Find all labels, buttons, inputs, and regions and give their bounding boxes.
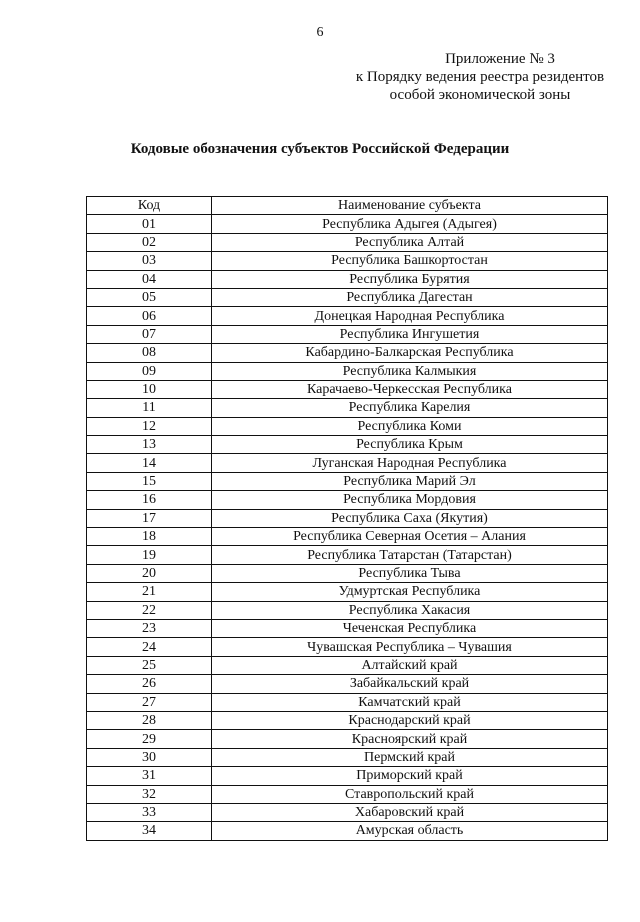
- subject-code-cell: 12: [87, 417, 212, 435]
- subject-code-cell: 34: [87, 822, 212, 840]
- table-row: [87, 491, 608, 509]
- subject-name-cell: Республика Ингушетия: [212, 325, 608, 343]
- subject-name-cell: Приморский край: [212, 767, 608, 785]
- subject-code-cell: 32: [87, 785, 212, 803]
- subject-name-cell: Чувашская Республика – Чувашия: [212, 638, 608, 656]
- subject-code-cell: 20: [87, 564, 212, 582]
- subject-code-cell: 17: [87, 509, 212, 527]
- appendix-line-1: Приложение № 3: [445, 51, 555, 67]
- subject-name-cell: Пермский край: [212, 748, 608, 766]
- column-header-name: Наименование субъекта: [212, 197, 608, 215]
- table-row: [87, 601, 608, 619]
- page-number: 6: [316, 25, 324, 40]
- table-row: [87, 656, 608, 674]
- subject-code-cell: 07: [87, 325, 212, 343]
- table-row: [87, 528, 608, 546]
- subject-name-cell: Красноярский край: [212, 730, 608, 748]
- table-row: [87, 399, 608, 417]
- appendix-header: [330, 50, 630, 104]
- subject-code-cell: 10: [87, 380, 212, 398]
- table-row: [87, 619, 608, 637]
- subject-name-cell: Республика Крым: [212, 436, 608, 454]
- subject-code-cell: 04: [87, 270, 212, 288]
- table-row: [87, 325, 608, 343]
- table-row: [87, 344, 608, 362]
- appendix-line-3: особой экономической зоны: [389, 87, 571, 103]
- subject-name-cell: Забайкальский край: [212, 675, 608, 693]
- subject-code-cell: 03: [87, 252, 212, 270]
- subject-code-cell: 23: [87, 619, 212, 637]
- subject-code-cell: 06: [87, 307, 212, 325]
- subject-codes-table: [86, 196, 608, 841]
- subject-code-cell: 27: [87, 693, 212, 711]
- table-row: [87, 454, 608, 472]
- table-row: [87, 822, 608, 840]
- subject-code-cell: 22: [87, 601, 212, 619]
- subject-code-cell: 29: [87, 730, 212, 748]
- subject-name-cell: Донецкая Народная Республика: [212, 307, 608, 325]
- subject-name-cell: Республика Марий Эл: [212, 472, 608, 490]
- table-body: [87, 215, 608, 840]
- table-row: [87, 380, 608, 398]
- subject-name-cell: Чеченская Республика: [212, 619, 608, 637]
- table-row: [87, 252, 608, 270]
- subject-code-cell: 08: [87, 344, 212, 362]
- subject-name-cell: Ставропольский край: [212, 785, 608, 803]
- subject-name-cell: Республика Калмыкия: [212, 362, 608, 380]
- column-header-code: Код: [87, 197, 212, 215]
- table-row: [87, 583, 608, 601]
- subject-code-cell: 21: [87, 583, 212, 601]
- subject-name-cell: Кабардино-Балкарская Республика: [212, 344, 608, 362]
- subject-code-cell: 15: [87, 472, 212, 490]
- table-row: [87, 233, 608, 251]
- subject-code-cell: 01: [87, 215, 212, 233]
- subject-code-cell: 09: [87, 362, 212, 380]
- subject-name-cell: Камчатский край: [212, 693, 608, 711]
- subject-code-cell: 14: [87, 454, 212, 472]
- table-row: [87, 307, 608, 325]
- subject-code-cell: 24: [87, 638, 212, 656]
- subject-code-cell: 31: [87, 767, 212, 785]
- subject-name-cell: Амурская область: [212, 822, 608, 840]
- table-row: [87, 270, 608, 288]
- subject-name-cell: Алтайский край: [212, 656, 608, 674]
- subject-code-cell: 25: [87, 656, 212, 674]
- table-row: [87, 748, 608, 766]
- subject-name-cell: Республика Дагестан: [212, 288, 608, 306]
- table-row: [87, 767, 608, 785]
- table-row: [87, 730, 608, 748]
- table-row: [87, 215, 608, 233]
- table-row: [87, 417, 608, 435]
- table-row: [87, 362, 608, 380]
- subject-code-cell: 33: [87, 803, 212, 821]
- subject-code-cell: 19: [87, 546, 212, 564]
- subject-name-cell: Карачаево-Черкесская Республика: [212, 380, 608, 398]
- subject-code-cell: 28: [87, 711, 212, 729]
- subject-name-cell: Республика Алтай: [212, 233, 608, 251]
- subject-name-cell: Республика Карелия: [212, 399, 608, 417]
- subject-name-cell: Луганская Народная Республика: [212, 454, 608, 472]
- subject-code-cell: 02: [87, 233, 212, 251]
- document-title: Кодовые обозначения субъектов Российской Федерации: [130, 141, 510, 157]
- subject-name-cell: Удмуртская Республика: [212, 583, 608, 601]
- table-row: [87, 472, 608, 490]
- subject-name-cell: Республика Мордовия: [212, 491, 608, 509]
- subject-name-cell: Республика Северная Осетия – Алания: [212, 528, 608, 546]
- subject-name-cell: Республика Татарстан (Татарстан): [212, 546, 608, 564]
- subject-name-cell: Республика Тыва: [212, 564, 608, 582]
- subject-code-cell: 16: [87, 491, 212, 509]
- table-header-row: [87, 197, 608, 215]
- subject-code-cell: 05: [87, 288, 212, 306]
- appendix-line-2: к Порядку ведения реестра резидентов: [355, 69, 605, 85]
- table-row: [87, 711, 608, 729]
- subject-name-cell: Краснодарский край: [212, 711, 608, 729]
- table-row: [87, 564, 608, 582]
- subject-name-cell: Республика Коми: [212, 417, 608, 435]
- subject-code-cell: 13: [87, 436, 212, 454]
- subject-code-cell: 26: [87, 675, 212, 693]
- table-row: [87, 785, 608, 803]
- table-row: [87, 803, 608, 821]
- subject-name-cell: Республика Бурятия: [212, 270, 608, 288]
- table-row: [87, 509, 608, 527]
- table-row: [87, 675, 608, 693]
- subject-name-cell: Республика Башкортостан: [212, 252, 608, 270]
- subject-name-cell: Республика Саха (Якутия): [212, 509, 608, 527]
- subject-name-cell: Хабаровский край: [212, 803, 608, 821]
- subject-name-cell: Республика Хакасия: [212, 601, 608, 619]
- subject-code-cell: 18: [87, 528, 212, 546]
- table-row: [87, 546, 608, 564]
- table-row: [87, 288, 608, 306]
- table-row: [87, 638, 608, 656]
- table-row: [87, 693, 608, 711]
- subject-code-cell: 30: [87, 748, 212, 766]
- table-row: [87, 436, 608, 454]
- subject-name-cell: Республика Адыгея (Адыгея): [212, 215, 608, 233]
- subject-code-cell: 11: [87, 399, 212, 417]
